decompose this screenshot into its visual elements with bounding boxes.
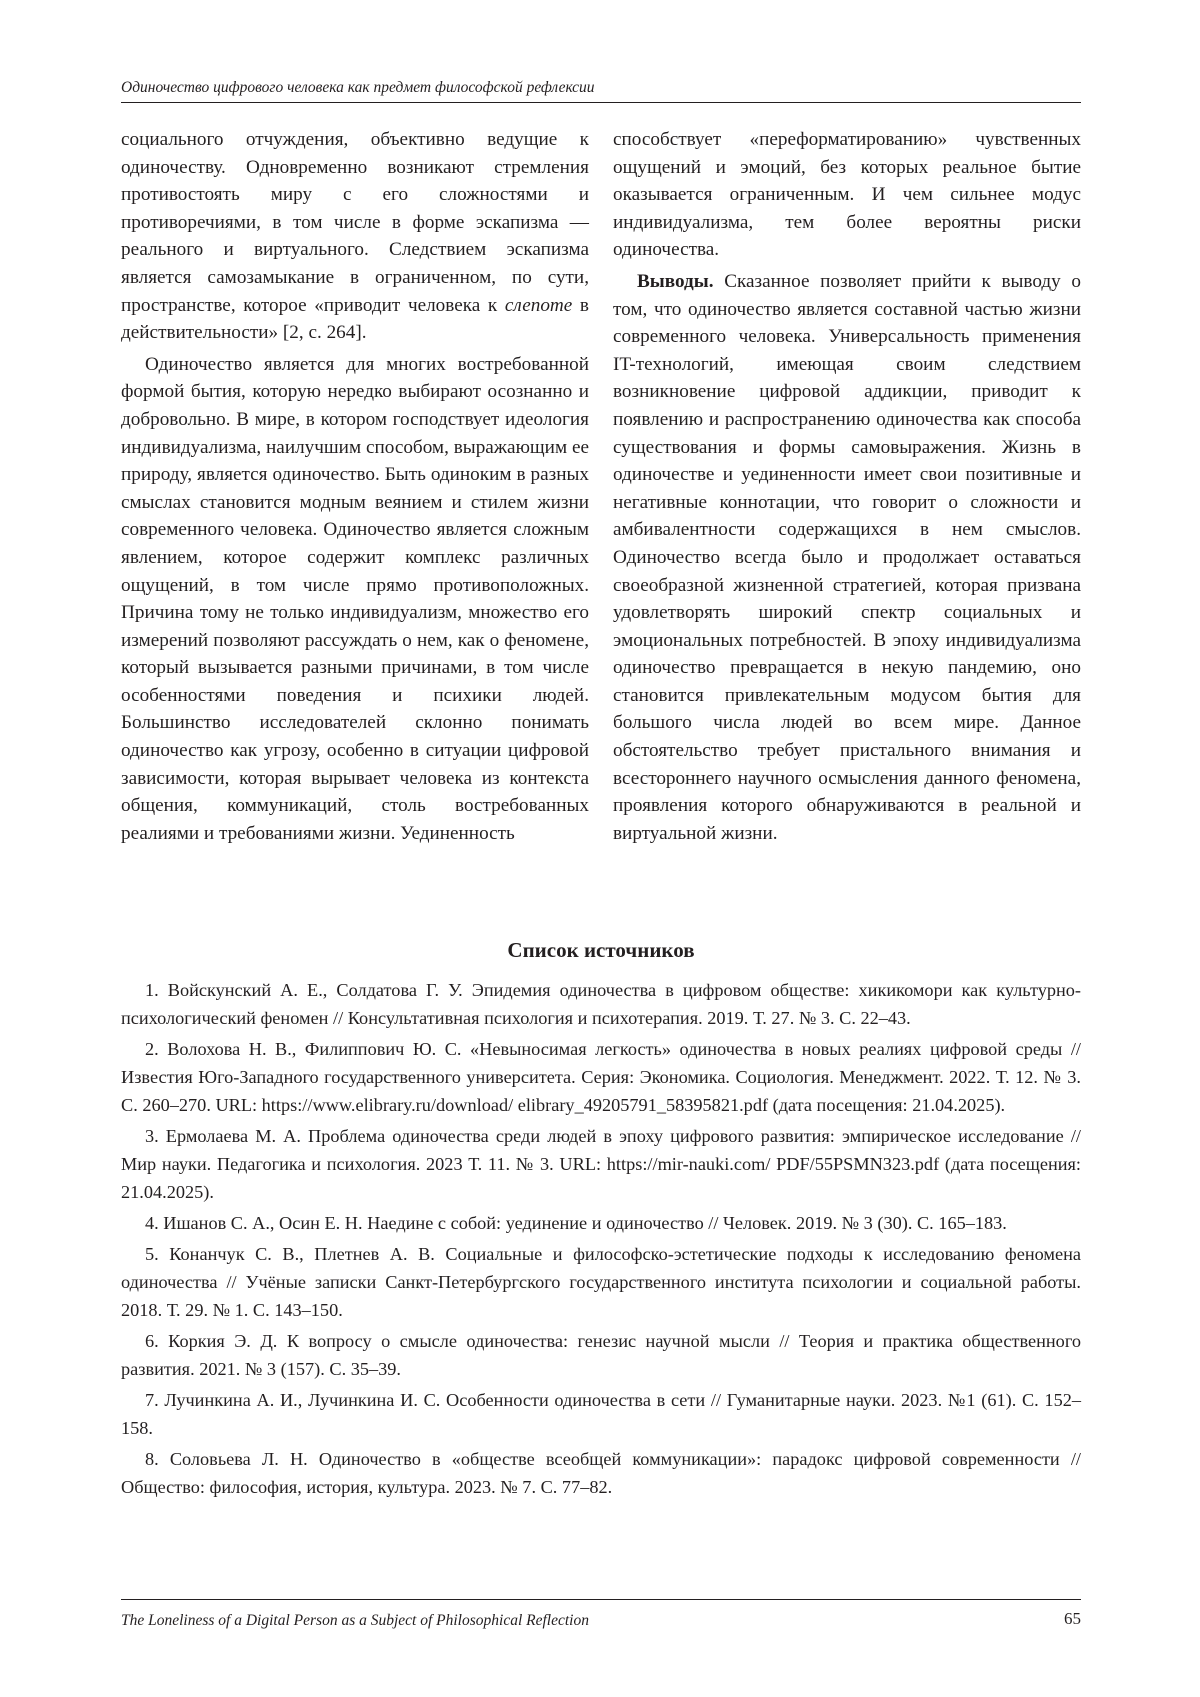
left-paragraph-2: Одиночество является для многих востребованной формой бытия, которую нередко выбирают осознанно и добровольно. В мире, в котором господствует идеология индивидуализма, наилучшим способом, выражающим ее природу, является одиночество. Быть одиноким в разных смыслах становится модным веянием и стилем жизни современного человека. Одиночество является сложным явлением, которое содержит комплекс различных ощущений, в том числе прямо противоположных. Причина тому не только индивидуализм, множество его измерений позволяют рассуждать о нем, как о феномене, который вызывается разными причинами, в том числе особенностями поведения и психики людей. Большинство исследователей склонно понимать одиночество как угрозу, особенно в ситуации цифровой зависимости, которая вырывает человека из контекста общения, коммуникаций, столь востребованных реалиями и требованиями жизни. Уединенность (121, 353, 589, 844)
reference-item: 5. Конанчук С. В., Плетнев А. В. Социальные и философско-эстетические подходы к исследованию феномена одиночества // Учёные записки Санкт-Петербургского государственного института психологии и социальной работы. 2018. Т. 29. № 1. С. 143–150. (121, 1244, 1081, 1320)
reference-item: 3. Ермолаева М. А. Проблема одиночества среди людей в эпоху цифрового развития: эмпирическое исследование // Мир науки. Педагогика и психология. 2023 Т. 11. № 3. URL: https://mir-nauki.com/ PDF/55PSMN323.pdf (дата посещения: 21.04.2025). (121, 1126, 1081, 1202)
left-paragraph-1-emphasis: слепоте (504, 294, 573, 316)
conclusions-text: Сказанное позволяет прийти к выводу о том, что одиночество является составной частью жизни современного человека. Универсальность применения IT-технологий, имеющая своим следствием возникновение цифровой аддикции, приводит к появлению и распространению одиночества как способа существования и формы самовыражения. Жизнь в одиночестве и уединенности имеет свои позитивные и негативные коннотации, что говорит о сложности и амбивалентности содержащихся в нем смыслов. Одиночество всегда было и продолжает оставаться своеобразной жизненной стратегией, которая призвана удовлетворять широкий спектр социальных и эмоциональных потребностей. В эпоху индивидуализма одиночество превращается в некую пандемию, оно становится привлекательным модусом бытия для большого числа людей во всем мире. Данное обстоятельство требует пристального внимания и всестороннего научного осмысления данного феномена, проявления которого обнаруживаются в реальной и виртуальной жизни. (613, 270, 1081, 844)
left-paragraph-1-end: в действительности» [2, с. 264]. (121, 294, 589, 344)
right-paragraph-1: способствует «переформатированию» чувственных ощущений и эмоций, без которых реальное бытие оказывается ограниченным. И чем сильнее модус индивидуализма, тем более вероятны риски одиночества. (613, 129, 1081, 261)
left-paragraph-1-text: социального отчуждения, объективно ведущие к одиночеству. Одновременно возникают стремления противостоять миру с его сложностями и противоречиями, в том числе в форме эскапизма — реального и виртуального. Следствием эскапизма является самозамыкание в ограниченном, по сути, пространстве, которое «приводит человека к (121, 129, 589, 316)
reference-item: 7. Лучинкина А. И., Лучинкина И. С. Особенности одиночества в сети // Гуманитарные науки. 2023. №1 (61). С. 152–158. (121, 1390, 1081, 1438)
reference-item: 2. Волохова Н. В., Филиппович Ю. С. «Невыносимая легкость» одиночества в новых реалиях цифровой среды // Известия Юго-Западного государственного университета. Серия: Экономика. Социология. Менеджмент. 2022. Т. 12. № 3. С. 260–270. URL: https://www.elibrary.ru/download/ elibrary_49205791_58395821.pdf (дата посещения: 21.04.2025). (121, 1039, 1081, 1115)
running-title: Одиночество цифрового человека как предмет философской рефлексии (121, 79, 595, 96)
reference-item: 6. Коркия Э. Д. К вопросу о смысле одиночества: генезис научной мысли // Теория и практика общественного развития. 2021. № 3 (157). С. 35–39. (121, 1331, 1081, 1379)
references-list (121, 976, 1081, 1504)
references-title: Список источников (507, 938, 695, 962)
reference-item: 4. Ишанов С. А., Осин Е. Н. Наедине с собой: уединение и одиночество // Человек. 2019. № 3 (30). С. 165–183. (145, 1213, 1007, 1233)
reference-item: 1. Войскунский А. Е., Солдатова Г. У. Эпидемия одиночества в цифровом обществе: хикикомори как культурно-психологический феномен // Консультативная психология и психотерапия. 2019. Т. 27. № 3. С. 22–43. (121, 980, 1081, 1028)
conclusions-label: Выводы. (637, 270, 714, 292)
header-rule (121, 102, 1081, 103)
right-column (613, 126, 1081, 847)
conclusions-paragraph (613, 268, 1081, 847)
footer-rule (121, 1599, 1081, 1600)
reference-item: 8. Соловьева Л. Н. Одиночество в «обществе всеобщей коммуникации»: парадокс цифровой современности // Общество: философия, история, культура. 2023. № 7. С. 77–82. (121, 1449, 1081, 1497)
left-column (121, 126, 589, 847)
page-number: 65 (1064, 1609, 1081, 1628)
left-paragraph-1 (121, 126, 589, 347)
footer-english-title: The Loneliness of a Digital Person as a Subject of Philosophical Reflection (121, 1612, 589, 1629)
